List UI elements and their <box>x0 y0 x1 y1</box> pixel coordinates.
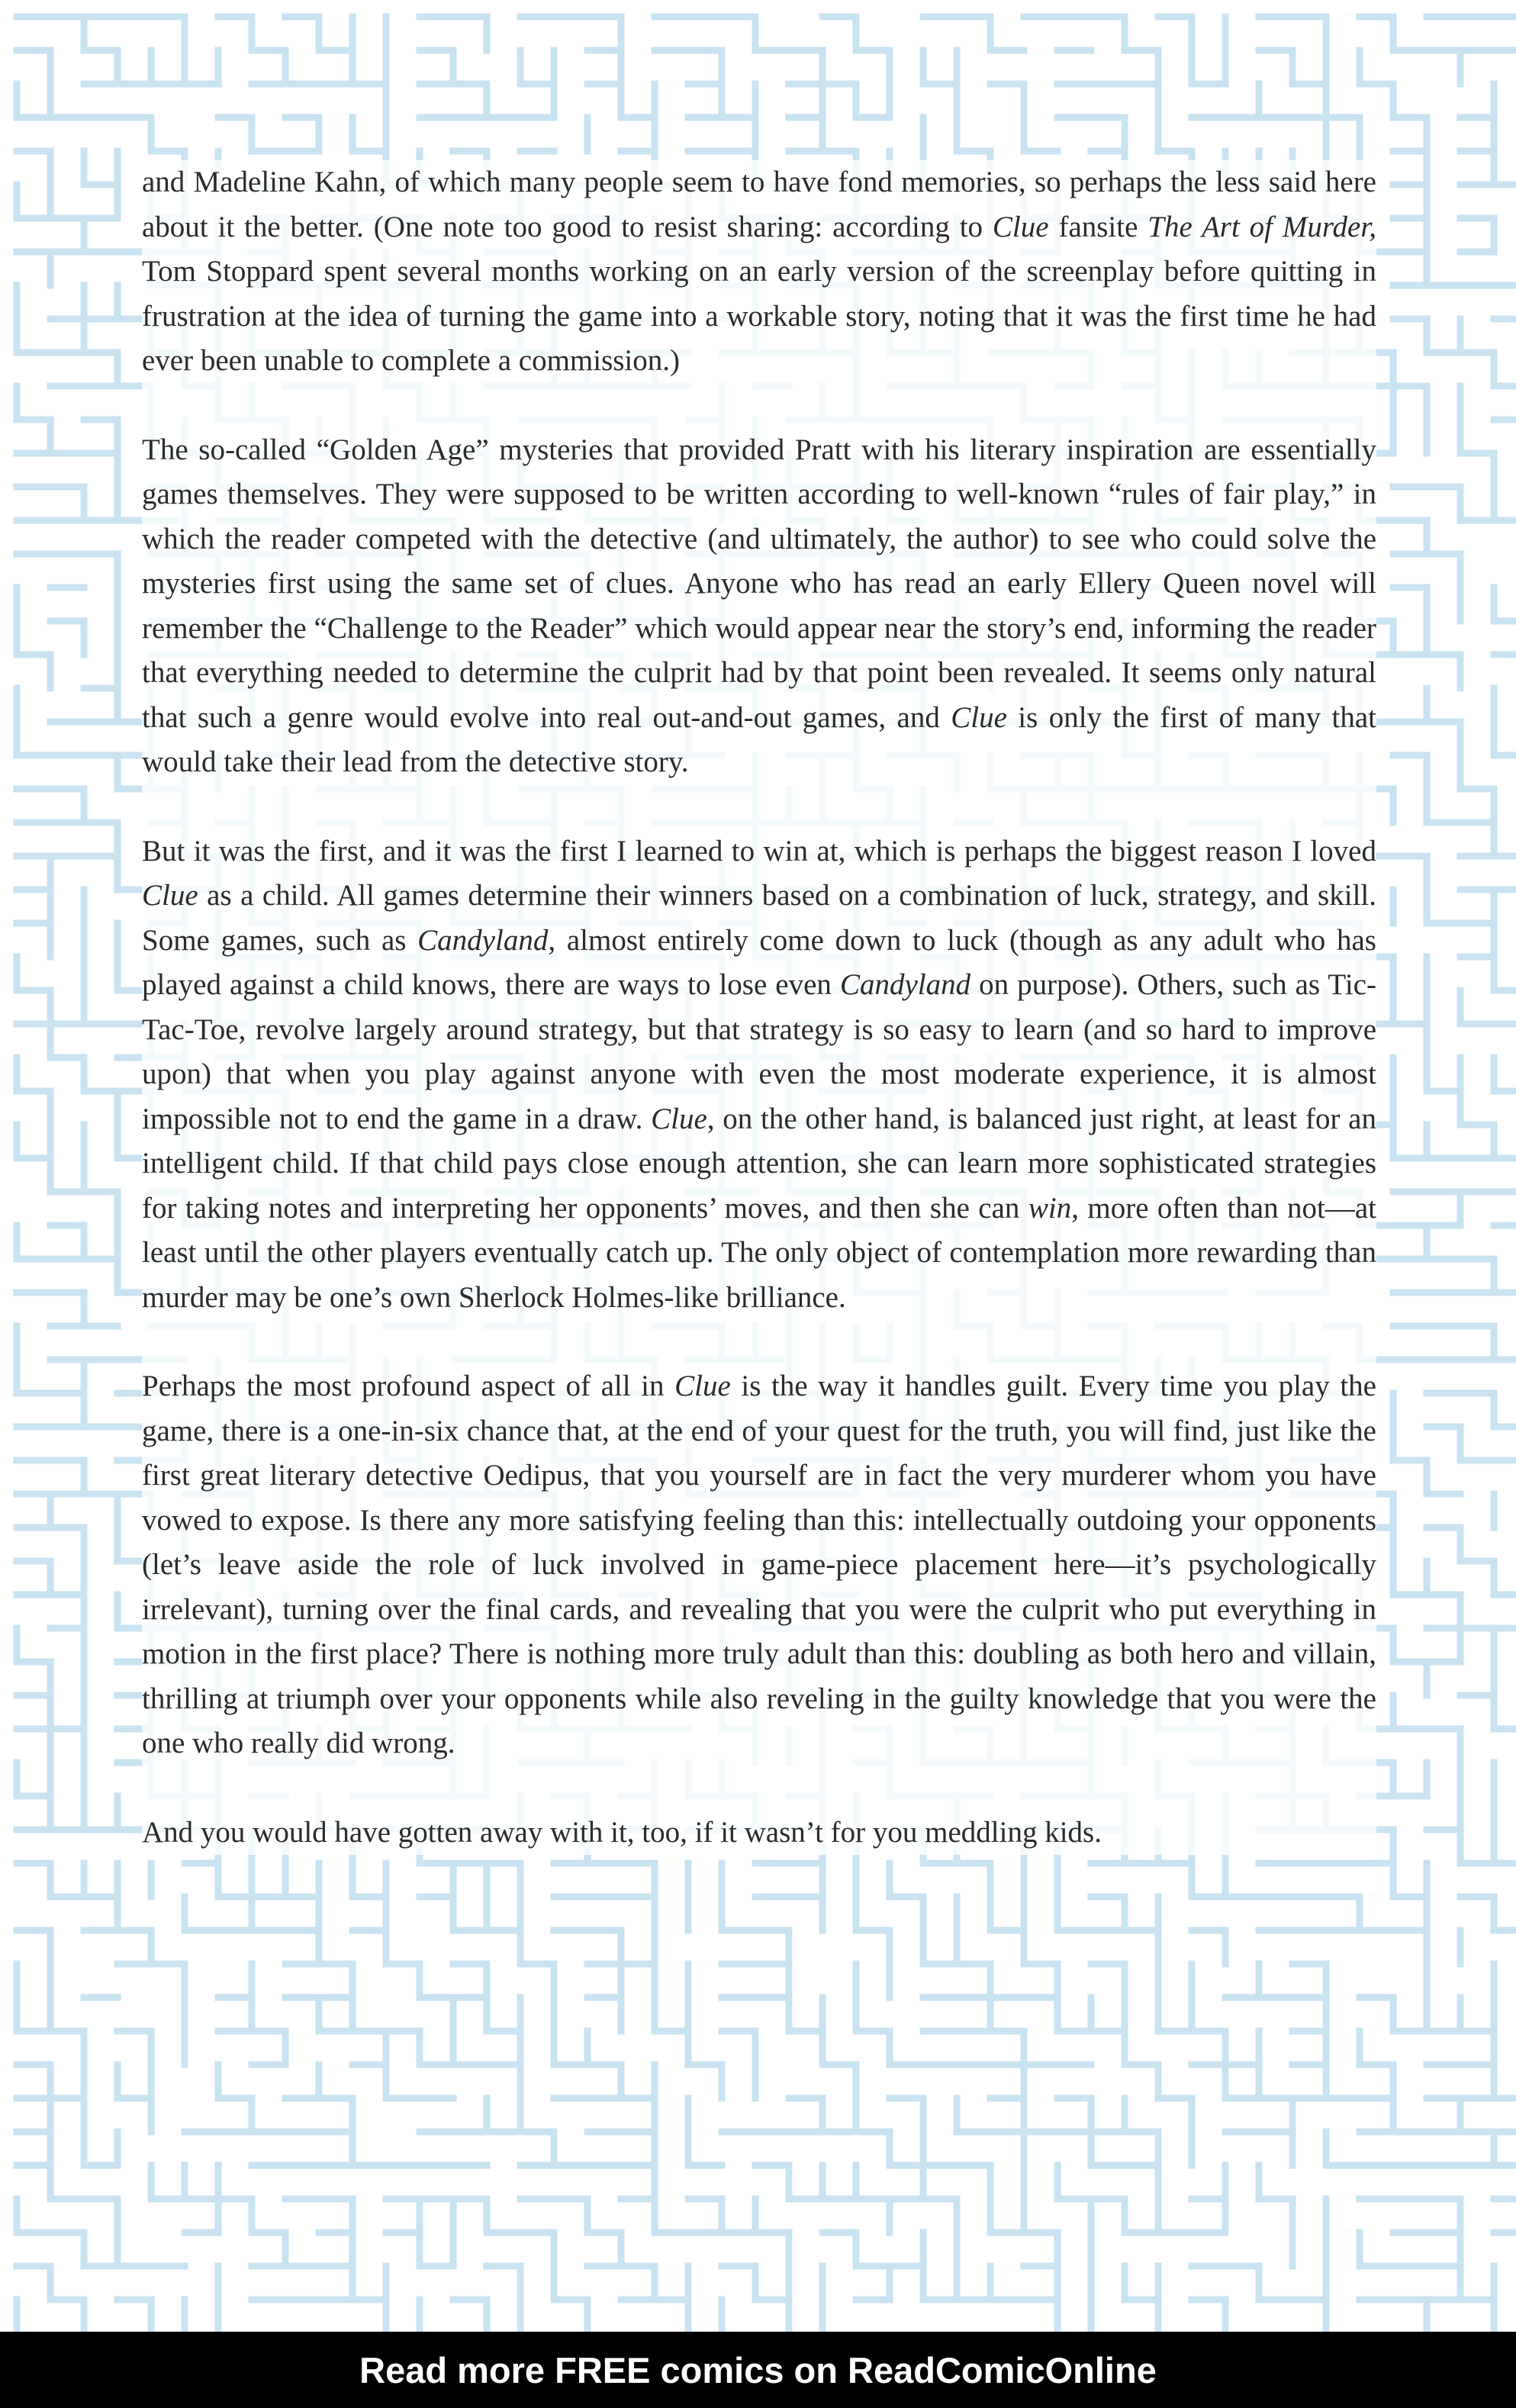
article-body <box>142 160 1376 1855</box>
emphasis-text: The Art of Murder, <box>1147 210 1376 243</box>
emphasis-text: Clue <box>142 879 198 912</box>
emphasis-text: Candyland <box>839 968 971 1001</box>
emphasis-text: Candyland <box>417 923 549 957</box>
read-more-link[interactable]: Read more FREE comics on ReadComicOnline <box>359 2349 1157 2390</box>
footer-banner <box>0 2332 1516 2408</box>
emphasis-text: win <box>1028 1191 1072 1225</box>
emphasis-text: Clue <box>674 1370 731 1402</box>
article-paragraph-4: Perhaps the most profound aspect of all in Clue is the way it handles guilt. Every time you play the game, there is a one-in-six chance that, at the end of your quest for the truth, you will find, just like the first great literary detective Oedipus, that you yourself are in fact the very murderer whom you have vowed to expose. Is there any more satisfying feeling than this: intellectually outdoing your opponents (let’s leave aside the role of luck involved in game-piece placement here—it’s psychologically irrelevant), turning over the final cards, and revealing that you were the culprit who put everything in motion in the first place? There is nothing more truly adult than this: doubling as both hero and villain, thrilling at triumph over your opponents while also reveling in the guilty knowledge that you were the one who really did wrong. <box>142 1370 1376 1759</box>
emphasis-text: Clue <box>651 1102 707 1135</box>
article-paragraph-2: The so-called “Golden Age” mysteries that provided Pratt with his literary inspiration are essentially games themselves. They were supposed to be written according to well-known “rules of fair play,” in which the reader competed with the detective (and ultimately, the author) to see who could solve the mysteries first using the same set of clues. Anyone who has read an early Ellery Queen novel will remember the “Challenge to the Reader” which would appear near the story’s end, informing the reader that everything needed to determine the culprit had by that point been revealed. It seems only natural that such a genre would evolve into real out-and-out games, and Clue is only the first of many that would take their lead from the detective story. <box>142 433 1376 778</box>
article-paragraph-5: And you would have gotten away with it, too, if it wasn’t for you meddling kids. <box>142 1815 1102 1849</box>
emphasis-text: Clue <box>992 210 1049 243</box>
article-paragraph-1: and Madeline Kahn, of which many people seem to have fond memories, so perhaps the less said here about it the better. (One note too good to resist sharing: according to Clue fansite The Art of Murder, Tom Stoppard spent several months working on an early version of the screenplay before quitting in frustration at the idea of turning the game into a workable story, noting that it was the first time he had ever been unable to complete a commission.) <box>142 166 1376 377</box>
article-paragraph-3: But it was the first, and it was the first I learned to win at, which is perhaps the biggest reason I loved Clue as a child. All games determine their winners based on a combination of luck, strategy, and skill. Some games, such as Candyland, almost entirely come down to luck (though as any adult who has played against a child knows, there are ways to lose even Candyland on purpose). Others, such as Tic-Tac-Toe, revolve largely around strategy, but that strategy is so easy to learn (and so hard to improve upon) that when you play against anyone with even the most moderate experience, it is almost impossible not to end the game in a draw. Clue, on the other hand, is balanced just right, at least for an intelligent child. If that child pays close enough attention, she can learn more sophisticated strategies for taking notes and interpreting her opponents’ moves, and then she can win, more often than not—at least until the other players eventually catch up. The only object of contemplation more rewarding than murder may be one’s own Sherlock Holmes-like brilliance. <box>142 834 1376 1314</box>
emphasis-text: Clue <box>951 700 1007 734</box>
